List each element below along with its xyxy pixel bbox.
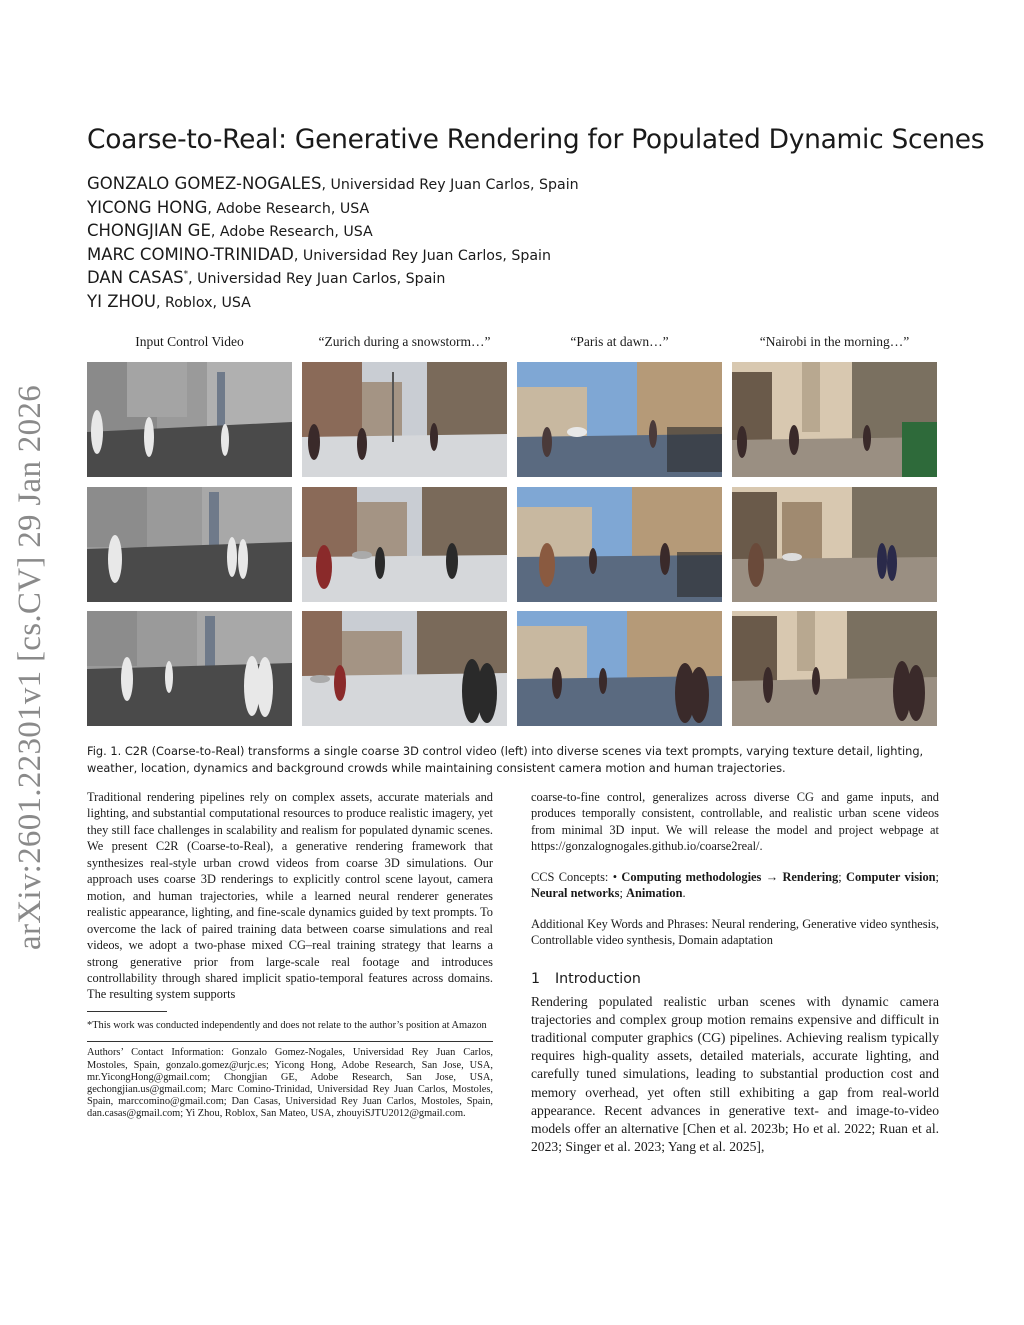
author-name: MARC COMINO-TRINIDAD (87, 244, 294, 264)
author-affiliation: , Adobe Research, USA (210, 224, 373, 240)
abstract-right: coarse-to-fine control, generalizes across diverse CG and game inputs, and produces temporally consistent, controllable, and realistic urban scene videos from minimal 3D input. We will release the model and project webpage at https://gonzalognogales.github.io/coarse2real/. (531, 790, 939, 854)
contact-rule (87, 1041, 493, 1042)
paris-frame (517, 362, 722, 477)
author-name: YICONG HONG (87, 197, 208, 217)
section-number: 1 (531, 970, 541, 987)
nairobi-frame (732, 611, 937, 726)
arxiv-identifier: arXiv:2601.22301v1 [cs.CV] 29 Jan 2026 (12, 384, 48, 950)
right-column (531, 789, 939, 1156)
figure-column-header: “Nairobi in the morning…” (759, 334, 910, 349)
zurich-frame (302, 611, 507, 726)
ccs-prefix: CCS Concepts: • (531, 869, 622, 884)
control-video-frame (87, 487, 292, 602)
figure-column-header: Input Control Video (135, 334, 244, 349)
author-affiliation: , Universidad Rey Juan Carlos, Spain (293, 247, 551, 264)
author-entry (87, 221, 579, 245)
ccs-separator: ; (935, 869, 939, 884)
figure-caption: Fig. 1. C2R (Coarse-to-Real) transforms a single coarse 3D control video (left) into diverse scenes via text prompts, varying texture detail, lighting, weather, location, dynamics and background crowds while maintaining consistent camera motion and human trajectories. (87, 744, 924, 775)
figure-image-grid (87, 362, 938, 726)
paper-title: Coarse-to-Real: Generative Rendering for Populated Dynamic Scenes (87, 124, 985, 155)
ccs-separator: ; (838, 869, 847, 884)
author-name: YI ZHOU (87, 291, 156, 311)
author-entry (87, 268, 579, 292)
keywords: Additional Key Words and Phrases: Neural rendering, Generative video synthesis, Controllable video synthesis, Domain adaptation (531, 916, 939, 948)
control-video-frame (87, 611, 292, 726)
author-entry (87, 198, 579, 222)
section-heading (531, 971, 939, 987)
section-title: Introduction (555, 970, 641, 987)
author-affiliation: , Universidad Rey Juan Carlos, Spain (321, 177, 579, 193)
author-entry (87, 245, 579, 269)
contact-information: Authors’ Contact Information: Gonzalo Gomez-Nogales, Universidad Rey Juan Carlos, Mostoles, Spain, gonzalo.gomez@urjc.es; Yicong Hong, Adobe Research, San Jose, USA, mr.YicongHong@gmail.com; Chongjian GE, Adobe Research, San Jose, USA, gechongjian.us@gmail.com; Marc Comino-Trinidad, Universidad Rey Juan Carlos, Mostoles, Spain, marccomino@gmail.com; Dan Casas, Universidad Rey Juan Carlos, Mostoles, Spain, dan.casas@gmail.com; Yi Zhou, Roblox, San Mateo, USA, zhouyiSJTU2012@gmail.com. (87, 1047, 493, 1120)
footnote: *This work was conducted independently and does not relate to the author’s position at Amazon (87, 1019, 487, 1031)
ccs-concepts (531, 869, 939, 902)
author-name: DAN CASAS (87, 268, 184, 287)
ccs-term: Computing methodologies → Rendering (621, 869, 839, 884)
zurich-frame (302, 487, 507, 602)
introduction-text: Rendering populated realistic urban scenes with dynamic camera trajectories and complex group motion remains expensive and difficult in traditional computer graphics (CG) pipelines. Achieving realism typically requires high-quality assets, detailed materials, accurate lighting, and carefully tuned simulations, leading to substantial production cost and memory overhead, yet often still exhibiting a gap from real-world appearance. Recent advances in generative text- and image-to-video models offer an alternative [Chen et al. 2023b; Ho et al. 2022; Ruan et al. 2023; Singer et al. 2023; Yang et al. 2025], (531, 993, 939, 1155)
paris-frame (517, 487, 722, 602)
figure-column-header: “Zurich during a snowstorm…” (318, 334, 491, 349)
author-list (87, 174, 579, 315)
ccs-separator: . (682, 886, 686, 901)
author-mark: * (183, 269, 189, 280)
left-column (87, 789, 493, 1121)
ccs-term: Computer vision (846, 869, 936, 884)
author-entry (87, 292, 579, 316)
author-affiliation: , Roblox, USA (155, 294, 251, 311)
author-name: GONZALO GOMEZ-NOGALES (87, 174, 322, 193)
paris-frame (517, 611, 722, 726)
figure-column-header: “Paris at dawn…” (570, 334, 669, 349)
author-name: CHONGJIAN GE (87, 221, 211, 240)
nairobi-frame (732, 487, 937, 602)
author-affiliation: , Universidad Rey Juan Carlos, Spain (188, 271, 446, 287)
ccs-term: Animation (626, 886, 683, 901)
author-affiliation: , Adobe Research, USA (207, 200, 370, 217)
nairobi-frame (732, 362, 937, 477)
ccs-separator: ; (619, 886, 626, 901)
footnote-rule (87, 1011, 167, 1012)
abstract-left: Traditional rendering pipelines rely on complex assets, accurate materials and lighting, and substantial computational resources to produce realistic imagery, yet they still face challenges in scalability and realism for populated dynamic scenes. We present C2R (Coarse-to-Real), a generative rendering framework that synthesizes real-style urban crowd videos from coarse 3D simulations. Our approach uses coarse 3D renderings to explicitly control scene layout, camera motion, and human trajectories, while a learned neural renderer generates realistic appearance, lighting, and fine-scale dynamics guided by text prompts. To overcome the lack of paired training data between coarse simulations and real videos, we adopt a two-phase mixed CG–real training strategy that learns a strong generative prior from large-scale real footage and introduces controllability through shared implicit spatio-temporal features across domains. The resulting system supports (87, 790, 493, 1002)
zurich-frame (302, 362, 507, 477)
control-video-frame (87, 362, 292, 477)
ccs-term: Neural networks (531, 886, 620, 901)
author-entry (87, 174, 579, 198)
